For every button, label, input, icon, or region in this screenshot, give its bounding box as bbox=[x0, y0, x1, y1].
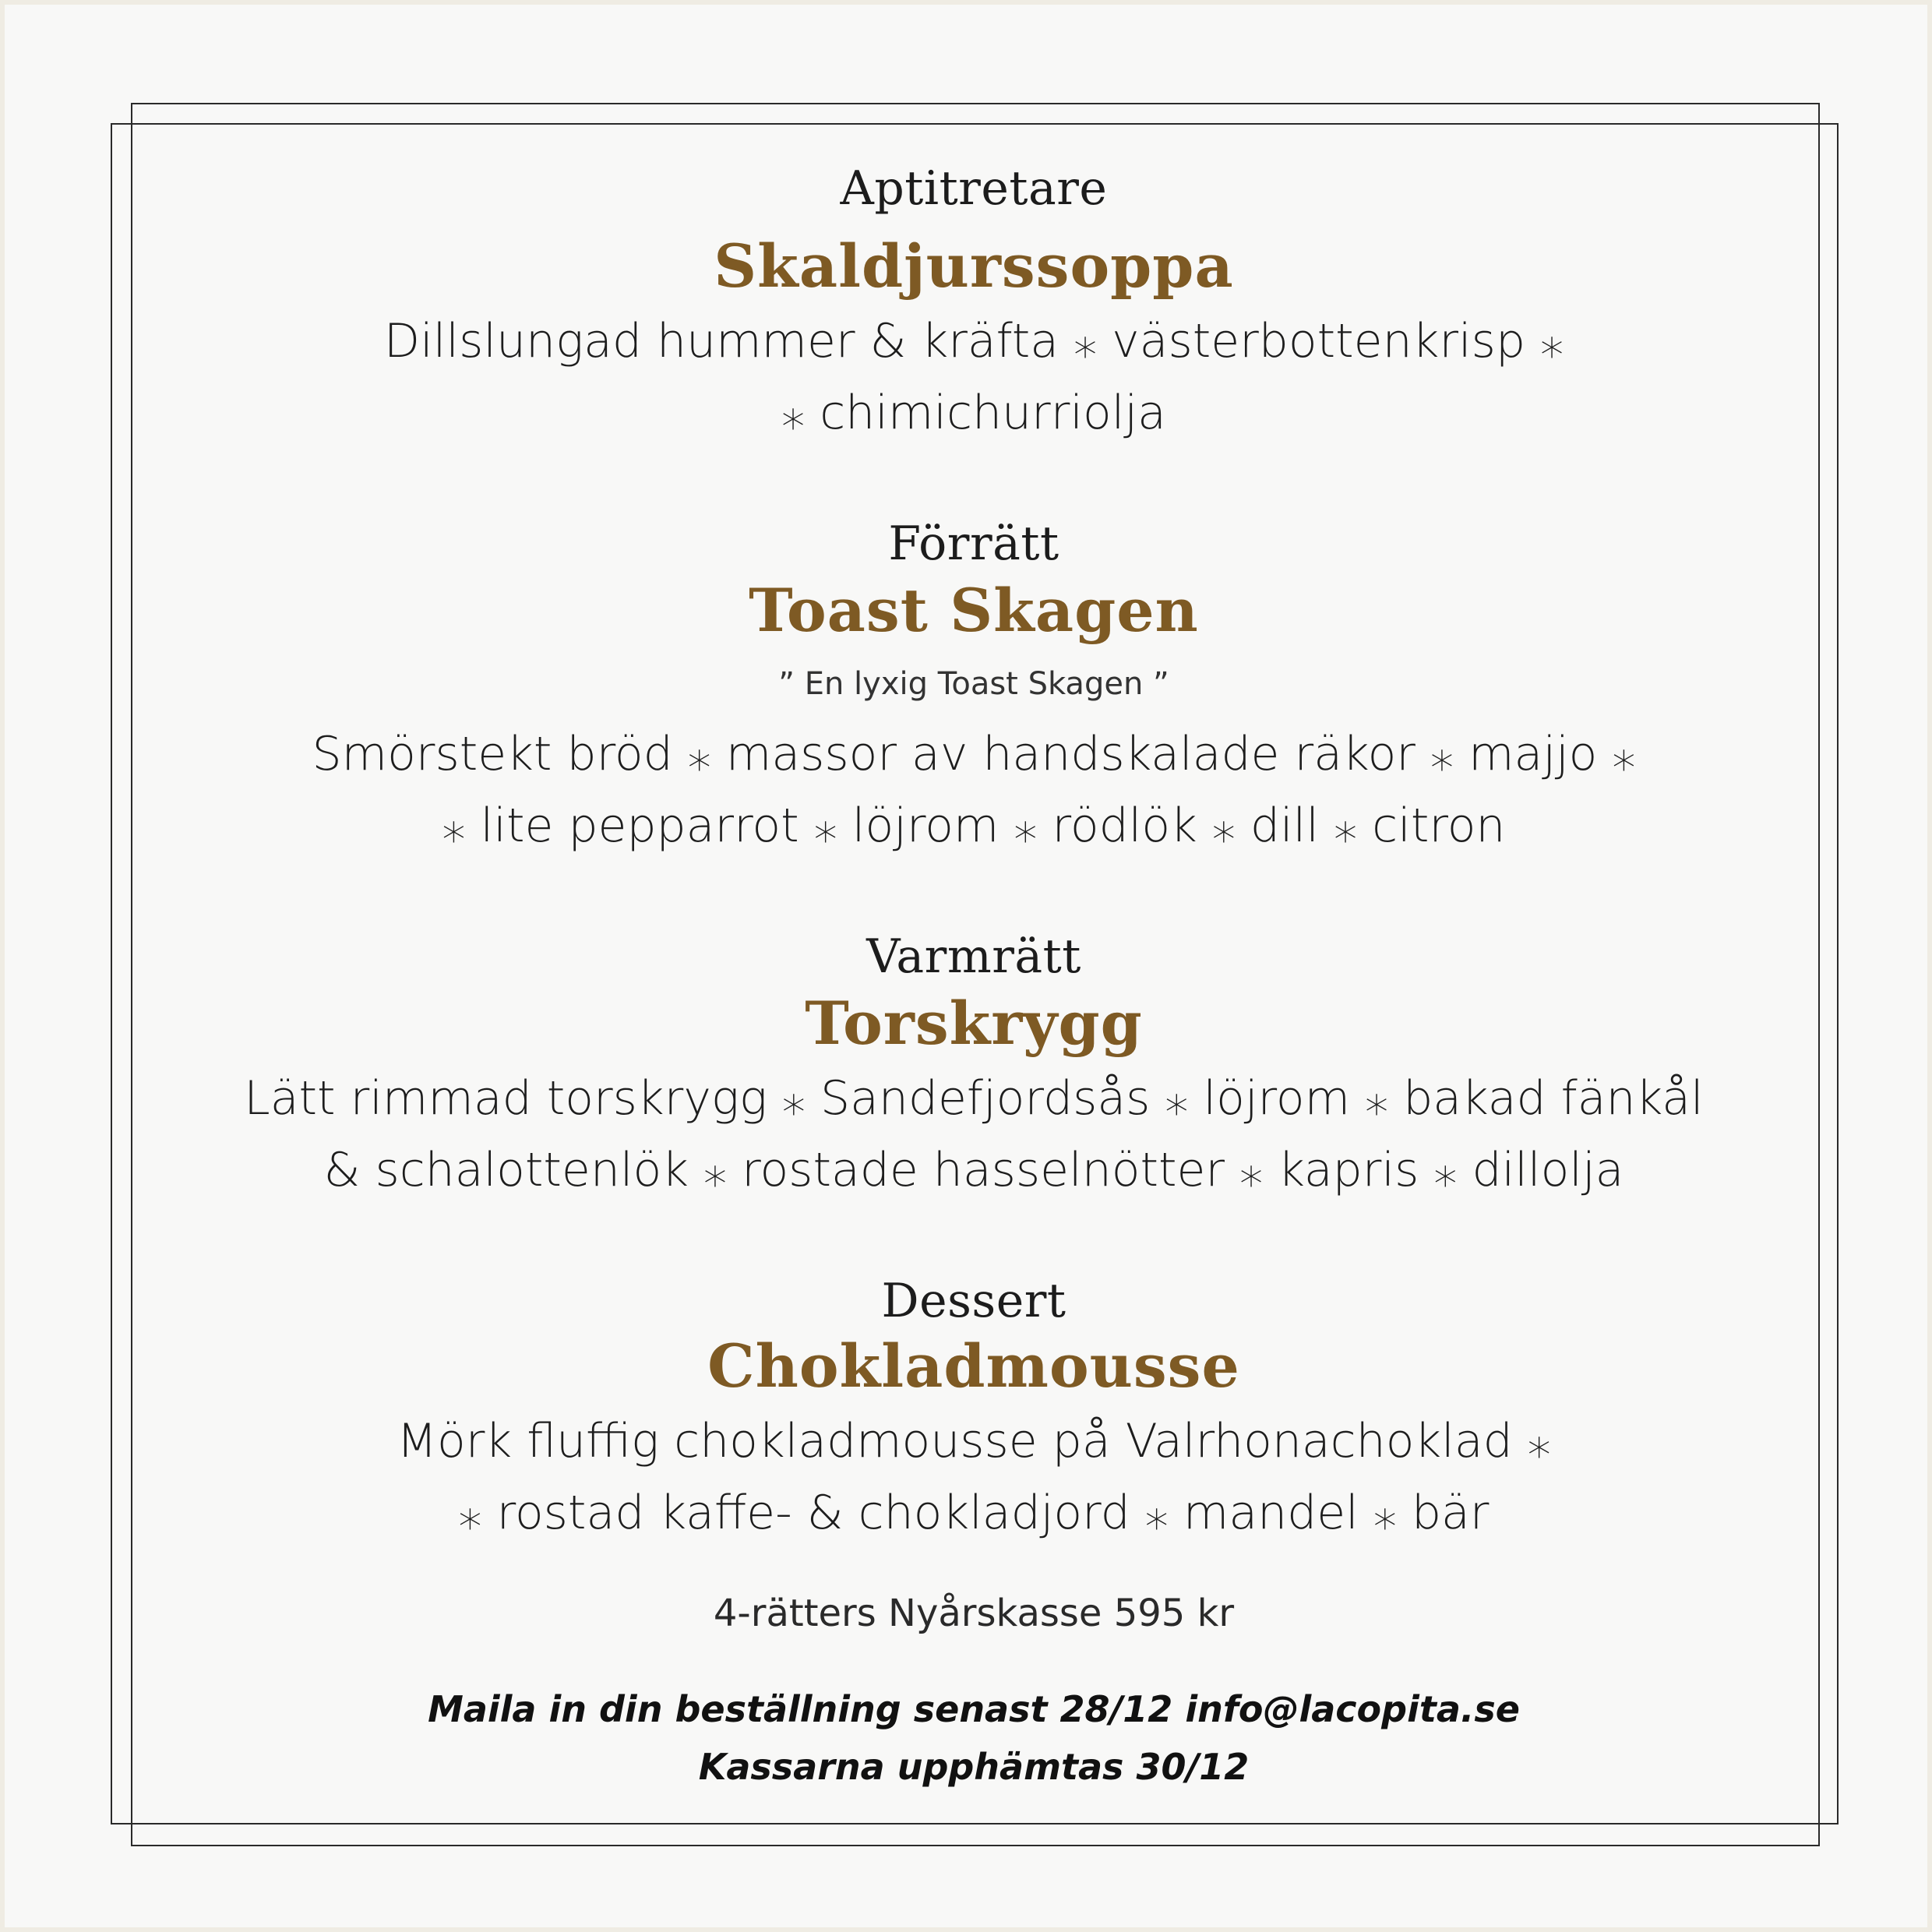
pickup-date: Kassarna upphämtas 30/12 bbox=[698, 1746, 1250, 1788]
dish-title-toast-skagen: Toast Skagen bbox=[749, 576, 1199, 645]
dish-description-line: ⁎ chimichurriolja bbox=[781, 386, 1166, 440]
dish-description-line: ⁎ rostad kaffe- & chokladjord ⁎ mandel ⁎ bär bbox=[458, 1486, 1490, 1540]
dish-title-torskrygg: Torskrygg bbox=[805, 989, 1143, 1058]
dish-description-line: Dillslungad hummer & kräfta ⁎ västerbottenkrisp ⁎ bbox=[383, 314, 1564, 368]
course-label-aptitretare: Aptitretare bbox=[840, 161, 1108, 216]
dish-description-line: ⁎ lite pepparrot ⁎ löjrom ⁎ rödlök ⁎ dill ⁎ citron bbox=[442, 799, 1506, 853]
dish-title-skaldjurssoppa: Skaldjurssoppa bbox=[714, 231, 1234, 301]
dish-description-line: Lätt rimmad torskrygg ⁎ Sandefjordsås ⁎ löjrom ⁎ bakad fänkål bbox=[244, 1071, 1704, 1126]
menu-sheet bbox=[5, 5, 1927, 1927]
dish-tagline: ” En lyxig Toast Skagen ” bbox=[778, 666, 1169, 702]
dish-description-line: Smörstekt bröd ⁎ massor av handskalade räkor ⁎ majjo ⁎ bbox=[312, 727, 1636, 781]
course-label-dessert: Dessert bbox=[881, 1274, 1066, 1328]
course-label-varmratt: Varmrätt bbox=[866, 929, 1081, 984]
course-label-forratt: Förrätt bbox=[888, 516, 1059, 571]
package-price: 4-rätters Nyårskasse 595 kr bbox=[713, 1592, 1235, 1635]
dish-title-chokladmousse: Chokladmousse bbox=[707, 1331, 1240, 1401]
dish-description-line: & schalottenlök ⁎ rostade hasselnötter ⁎ kapris ⁎ dillolja bbox=[323, 1143, 1624, 1197]
order-instructions: Maila in din beställning senast 28/12 info@lacopita.se bbox=[428, 1688, 1520, 1730]
dish-description-line: Mörk fluffig chokladmousse på Valrhonachoklad ⁎ bbox=[397, 1414, 1551, 1468]
